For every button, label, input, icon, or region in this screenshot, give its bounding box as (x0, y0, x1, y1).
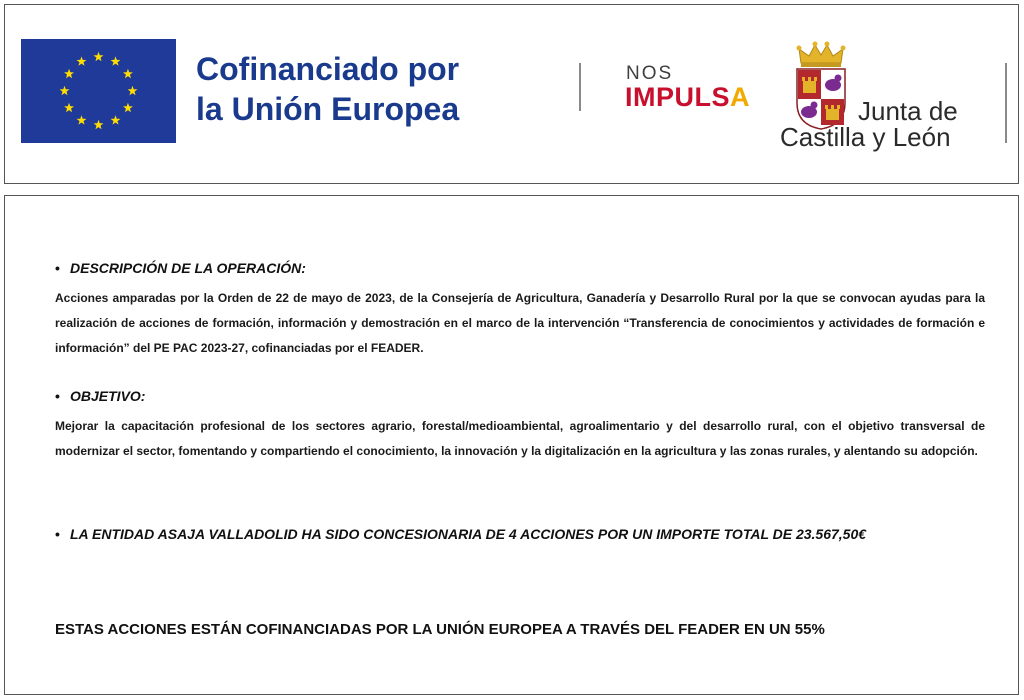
castilla-leon-crest-icon (791, 41, 851, 131)
eu-star-icon (64, 103, 74, 112)
eu-star-icon (60, 86, 70, 95)
impulsa-main: IMPULS (625, 82, 731, 112)
impulsa-logo-text (625, 82, 750, 113)
bullet-icon: • (55, 388, 60, 404)
entity-heading-text: LA ENTIDAD ASAJA VALLADOLID HA SIDO CONCESIONARIA DE 4 ACCIONES POR UN IMPORTE TOTAL DE 23.567,50€ (70, 526, 867, 542)
eu-stars-icon (21, 39, 176, 143)
eu-star-icon (64, 69, 74, 78)
jcyl-line2: Castilla y León (780, 122, 951, 152)
entity-heading (55, 526, 866, 542)
eu-star-icon (123, 69, 133, 78)
description-heading-text: DESCRIPCIÓN DE LA OPERACIÓN: (70, 260, 306, 276)
eu-title-line1: Cofinanciado por (196, 51, 460, 87)
operation-info-panel (4, 195, 1019, 695)
header-banner (4, 4, 1019, 184)
right-divider (1005, 63, 1007, 143)
objective-text: Mejorar la capacitación profesional de los sectores agrario, forestal/medioambiental, agroalimentario y del desarrollo rural, con el objetivo transversal de modernizar el sector, fomentando y compartiendo el conocimiento, la innovación y la digitalización en la agricultura y las zonas rurales, y alentando su adopción. (55, 419, 985, 458)
nos-label: NOS (626, 63, 674, 84)
eu-star-icon (94, 52, 104, 61)
bullet-icon: • (55, 260, 60, 276)
eu-cofinancing-title (196, 49, 526, 129)
eu-star-icon (111, 115, 121, 124)
bullet-icon: • (55, 526, 60, 542)
jcyl-line1: Junta de (858, 96, 958, 126)
eu-star-icon (111, 56, 121, 65)
impulsa-a-mark: A (730, 82, 751, 112)
eu-flag-logo (21, 39, 176, 143)
objective-heading-text: OBJETIVO: (70, 388, 146, 404)
eu-star-icon (94, 120, 104, 129)
eu-title-line2: la Unión Europea (196, 91, 460, 127)
objective-heading (55, 388, 145, 404)
eu-star-icon (77, 56, 87, 65)
eu-star-icon (128, 86, 138, 95)
description-heading (55, 260, 306, 276)
cofinancing-statement: ESTAS ACCIONES ESTÁN COFINANCIADAS POR LA UNIÓN EUROPEA A TRAVÉS DEL FEADER EN UN 55% (55, 621, 825, 638)
description-text: Acciones amparadas por la Orden de 22 de mayo de 2023, de la Consejería de Agricultura, Ganadería y Desarrollo Rural por la que se convocan ayudas para la realización de acciones de formación, información y demostración en el marco de la intervención “Transferencia de conocimientos y actividades de formación e información” del PE PAC 2023-27, cofinanciadas por el FEADER. (55, 291, 985, 355)
logo-divider (579, 63, 581, 111)
eu-star-icon (123, 103, 133, 112)
eu-star-icon (77, 115, 87, 124)
